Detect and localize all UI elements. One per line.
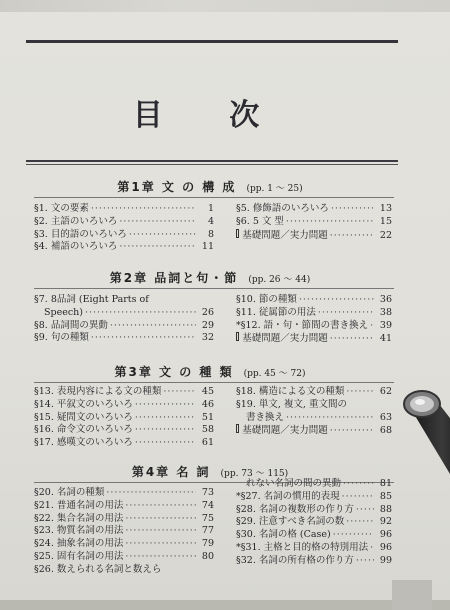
toc-entry-title: §22. 集合名詞の用法: [34, 512, 124, 524]
toc-column-left: [34, 294, 214, 345]
page-edge-object: [392, 580, 432, 610]
toc-entry-title: *§12. 語・句・節間の書き換え: [236, 319, 369, 331]
leader-dots: [356, 555, 374, 568]
toc-entry-title: §15. 疑問文のいろいろ: [34, 411, 133, 423]
toc-entry-page: 46: [201, 398, 214, 410]
chapter-pages: (pp. 26 ～ 44): [248, 275, 311, 285]
toc-column-right: [236, 386, 392, 438]
chapter-heading: [0, 363, 420, 380]
toc-entry: [34, 513, 214, 526]
toc-entry-page: 92: [379, 516, 392, 528]
toc-entry: [236, 542, 392, 555]
leader-dots: [286, 216, 374, 229]
leader-dots: [85, 307, 196, 320]
leader-dots: [110, 320, 196, 333]
toc-entry: [236, 307, 392, 320]
toc-entry: [34, 525, 214, 538]
leader-dots: [163, 386, 196, 399]
toc-entry: [34, 229, 214, 242]
leader-dots: [330, 230, 374, 243]
toc-entry-page: 8: [207, 228, 214, 240]
toc-entry-page: 68: [379, 425, 392, 437]
toc-entry: [34, 216, 214, 229]
toc-entry: [236, 216, 392, 229]
toc-entry-title: §5. 修飾語のいろいろ: [236, 203, 329, 214]
page-title: 目 次: [132, 98, 288, 133]
checkbox-square-icon: [236, 229, 239, 238]
toc-entry-page: 96: [379, 541, 392, 553]
leader-dots: [356, 504, 374, 517]
toc-entry-title: §26. 数えられる名詞と数えら: [34, 563, 162, 575]
leader-dots: [125, 551, 196, 564]
toc-entry-page: 74: [201, 499, 214, 511]
chapter-rule: [34, 382, 394, 383]
toc-entry-title: §2. 主語のいろいろ: [34, 215, 118, 227]
toc-entry-page: 88: [379, 503, 392, 515]
toc-entry: [236, 504, 392, 517]
leader-dots: [125, 525, 196, 538]
toc-entry-page: 29: [201, 319, 214, 331]
leader-dots: [129, 229, 196, 242]
title-rule: [26, 160, 398, 162]
leader-dots: [106, 487, 196, 500]
toc-entry: [34, 424, 214, 437]
checkbox-square-icon: [236, 424, 239, 433]
leader-dots: [343, 478, 374, 491]
toc-entry-title: れない名詞の間の異動: [246, 478, 342, 489]
leader-dots: [333, 529, 374, 542]
leader-dots: [299, 294, 374, 307]
toc-entry-title: 基礎問題／実力問題: [242, 229, 328, 241]
toc-entry: [34, 386, 214, 399]
toc-entry-title: §20. 名詞の種類: [34, 487, 105, 498]
toc-entry-page: 63: [379, 411, 392, 423]
toc-column-left: [34, 487, 214, 577]
leader-dots: [135, 399, 196, 412]
toc-entry-title: 書き換え: [246, 411, 285, 423]
toc-entry-page: 32: [201, 332, 214, 344]
leader-dots: [91, 332, 196, 345]
toc-entry-title: §23. 物質名詞の用法: [34, 525, 124, 537]
toc-entry-page: 26: [201, 306, 214, 318]
leader-dots: [119, 216, 196, 229]
leader-dots: [346, 386, 374, 399]
toc-entry-title: §19. 単文, 複文, 重文間の: [236, 398, 347, 410]
chapter-rule: [34, 288, 394, 289]
leader-dots: [125, 500, 196, 513]
toc-entry: [34, 399, 214, 412]
toc-entry-title: Speech): [44, 306, 83, 318]
toc-entry-title: §17. 感嘆文のいろいろ: [34, 437, 133, 449]
toc-column-left: [34, 386, 214, 450]
toc-entry: [34, 320, 214, 333]
toc-entry-page: 81: [379, 478, 392, 489]
toc-entry-title: §8. 品詞間の異動: [34, 319, 108, 331]
toc-entry: [236, 332, 392, 346]
toc-entry-page: 96: [379, 529, 392, 541]
toc-entry: [34, 500, 214, 513]
toc-entry: [236, 478, 392, 491]
toc-entry-page: 75: [201, 512, 214, 524]
toc-entry-title: §29. 注意すべき名詞の数: [236, 516, 345, 528]
leader-dots: [342, 491, 374, 504]
leader-dots: [370, 320, 374, 333]
title-rule-thin: [26, 164, 398, 165]
leader-dots: [135, 424, 196, 437]
toc-entry: [236, 229, 392, 243]
top-rule: [26, 40, 398, 43]
leader-dots: [286, 412, 374, 425]
toc-entry: [236, 516, 392, 529]
leader-dots: [346, 516, 374, 529]
toc-entry: [236, 424, 392, 438]
toc-entry: [236, 320, 392, 333]
toc-entry-page: 22: [379, 229, 392, 241]
toc-entry-title: 基礎問題／実力問題: [242, 425, 328, 437]
toc-entry-title: *§27. 名詞の慣用的表現: [236, 490, 340, 502]
toc-entry: [236, 529, 392, 542]
toc-entry: [34, 203, 214, 216]
toc-entry-page: 99: [379, 554, 392, 566]
checkbox-square-icon: [236, 332, 239, 341]
toc-entry-page: 51: [201, 411, 214, 423]
toc-entry: [34, 487, 214, 500]
toc-column-right: [236, 478, 392, 568]
toc-entry-title: §25. 固有名詞の用法: [34, 550, 124, 562]
toc-entry-page: 73: [201, 487, 214, 498]
toc-entry-page: 39: [379, 319, 392, 331]
toc-entry: [236, 412, 392, 425]
toc-entry: [236, 386, 392, 399]
toc-column-right: [236, 294, 392, 346]
toc-entry-title: §6. 5 文 型: [236, 215, 284, 227]
chapter-pages: (pp. 45 ～ 72): [243, 369, 306, 379]
leader-dots: [330, 333, 374, 346]
toc-entry-title: §30. 名詞の格 (Case): [236, 529, 331, 541]
toc-entry-title: 基礎問題／実力問題: [242, 333, 328, 345]
toc-entry: [34, 551, 214, 564]
toc-entry-page: 61: [201, 437, 214, 449]
toc-entry-title: §32. 名詞の所有格の作り方: [236, 554, 354, 566]
toc-entry: [34, 538, 214, 551]
toc-entry-title: §9. 句の種類: [34, 332, 89, 344]
toc-entry-page: 77: [201, 525, 214, 537]
toc-entry: [236, 555, 392, 568]
toc-entry: [236, 203, 392, 216]
toc-entry-page: 80: [201, 550, 214, 562]
toc-entry-title: §21. 普通名詞の用法: [34, 499, 124, 511]
toc-entry-page: 13: [379, 203, 392, 214]
toc-entry: [236, 491, 392, 504]
toc-entry-title: §24. 抽象名詞の用法: [34, 538, 124, 550]
toc-entry: [34, 437, 214, 450]
toc-entry: [34, 307, 214, 320]
toc-entry-page: 15: [379, 215, 392, 227]
chapter-heading: [0, 178, 420, 195]
leader-dots: [330, 425, 374, 438]
leader-dots: [125, 513, 196, 526]
leader-dots: [331, 203, 374, 216]
toc-entry-page: 38: [379, 306, 392, 318]
toc-entry-title: §14. 平叙文のいろいろ: [34, 398, 133, 410]
toc-entry: [34, 564, 214, 577]
toc-entry-page: 58: [201, 424, 214, 436]
toc-entry-page: 45: [201, 386, 214, 397]
toc-entry: [34, 412, 214, 425]
chapter-title: 第2章 品詞と句・節: [109, 271, 239, 285]
toc-entry-page: 11: [201, 241, 214, 253]
toc-entry-title: §10. 節の種類: [236, 294, 297, 305]
toc-entry-title: §13. 表現内容による文の種類: [34, 386, 162, 397]
leader-dots: [135, 437, 196, 450]
toc-entry-title: §16. 命令文のいろいろ: [34, 424, 133, 436]
leader-dots: [91, 203, 196, 216]
toc-column-left: [34, 203, 214, 254]
toc-entry-page: 1: [207, 203, 214, 214]
toc-entry-page: 41: [379, 333, 392, 345]
chapter-pages: (pp. 73 ～ 115): [220, 469, 289, 479]
toc-entry-page: 36: [379, 294, 392, 305]
toc-entry: [34, 241, 214, 254]
leader-dots: [125, 538, 196, 551]
toc-entry-page: 79: [201, 538, 214, 550]
toc-entry: [34, 332, 214, 345]
toc-entry-page: 85: [379, 490, 392, 502]
toc-entry-title: §7. 8品詞 (Eight Parts of: [34, 294, 149, 305]
chapter-title: 第1章 文 の 構 成: [117, 180, 237, 194]
toc-entry-title: §3. 目的語のいろいろ: [34, 228, 127, 240]
chapter-title: 第3章 文 の 種 類: [114, 365, 234, 379]
toc-entry-page: 4: [207, 215, 214, 227]
toc-column-right: [236, 203, 392, 242]
chapter-rule: [34, 197, 394, 198]
toc-entry-title: §11. 従属節の用法: [236, 306, 316, 318]
bottle-cap-object: [400, 384, 450, 474]
toc-entry-title: §28. 名詞の複数形の作り方: [236, 503, 354, 515]
chapter-title: 第4章 名 詞: [131, 465, 211, 479]
leader-dots: [370, 542, 374, 555]
toc-entry: [236, 294, 392, 307]
toc-entry-title: *§31. 主格と目的格の特別用法: [236, 541, 369, 553]
leader-dots: [135, 412, 196, 425]
toc-entry-title: §1. 文の要素: [34, 203, 89, 214]
toc-entry-title: §18. 構造による文の種類: [236, 386, 345, 397]
toc-entry-page: 62: [379, 386, 392, 397]
leader-dots: [119, 241, 196, 254]
chapter-pages: (pp. 1 ～ 25): [246, 184, 303, 194]
toc-entry-title: §4. 補語のいろいろ: [34, 241, 118, 253]
toc-entry: [236, 399, 392, 412]
toc-entry: [34, 294, 214, 307]
chapter-heading: [0, 269, 420, 286]
leader-dots: [318, 307, 374, 320]
